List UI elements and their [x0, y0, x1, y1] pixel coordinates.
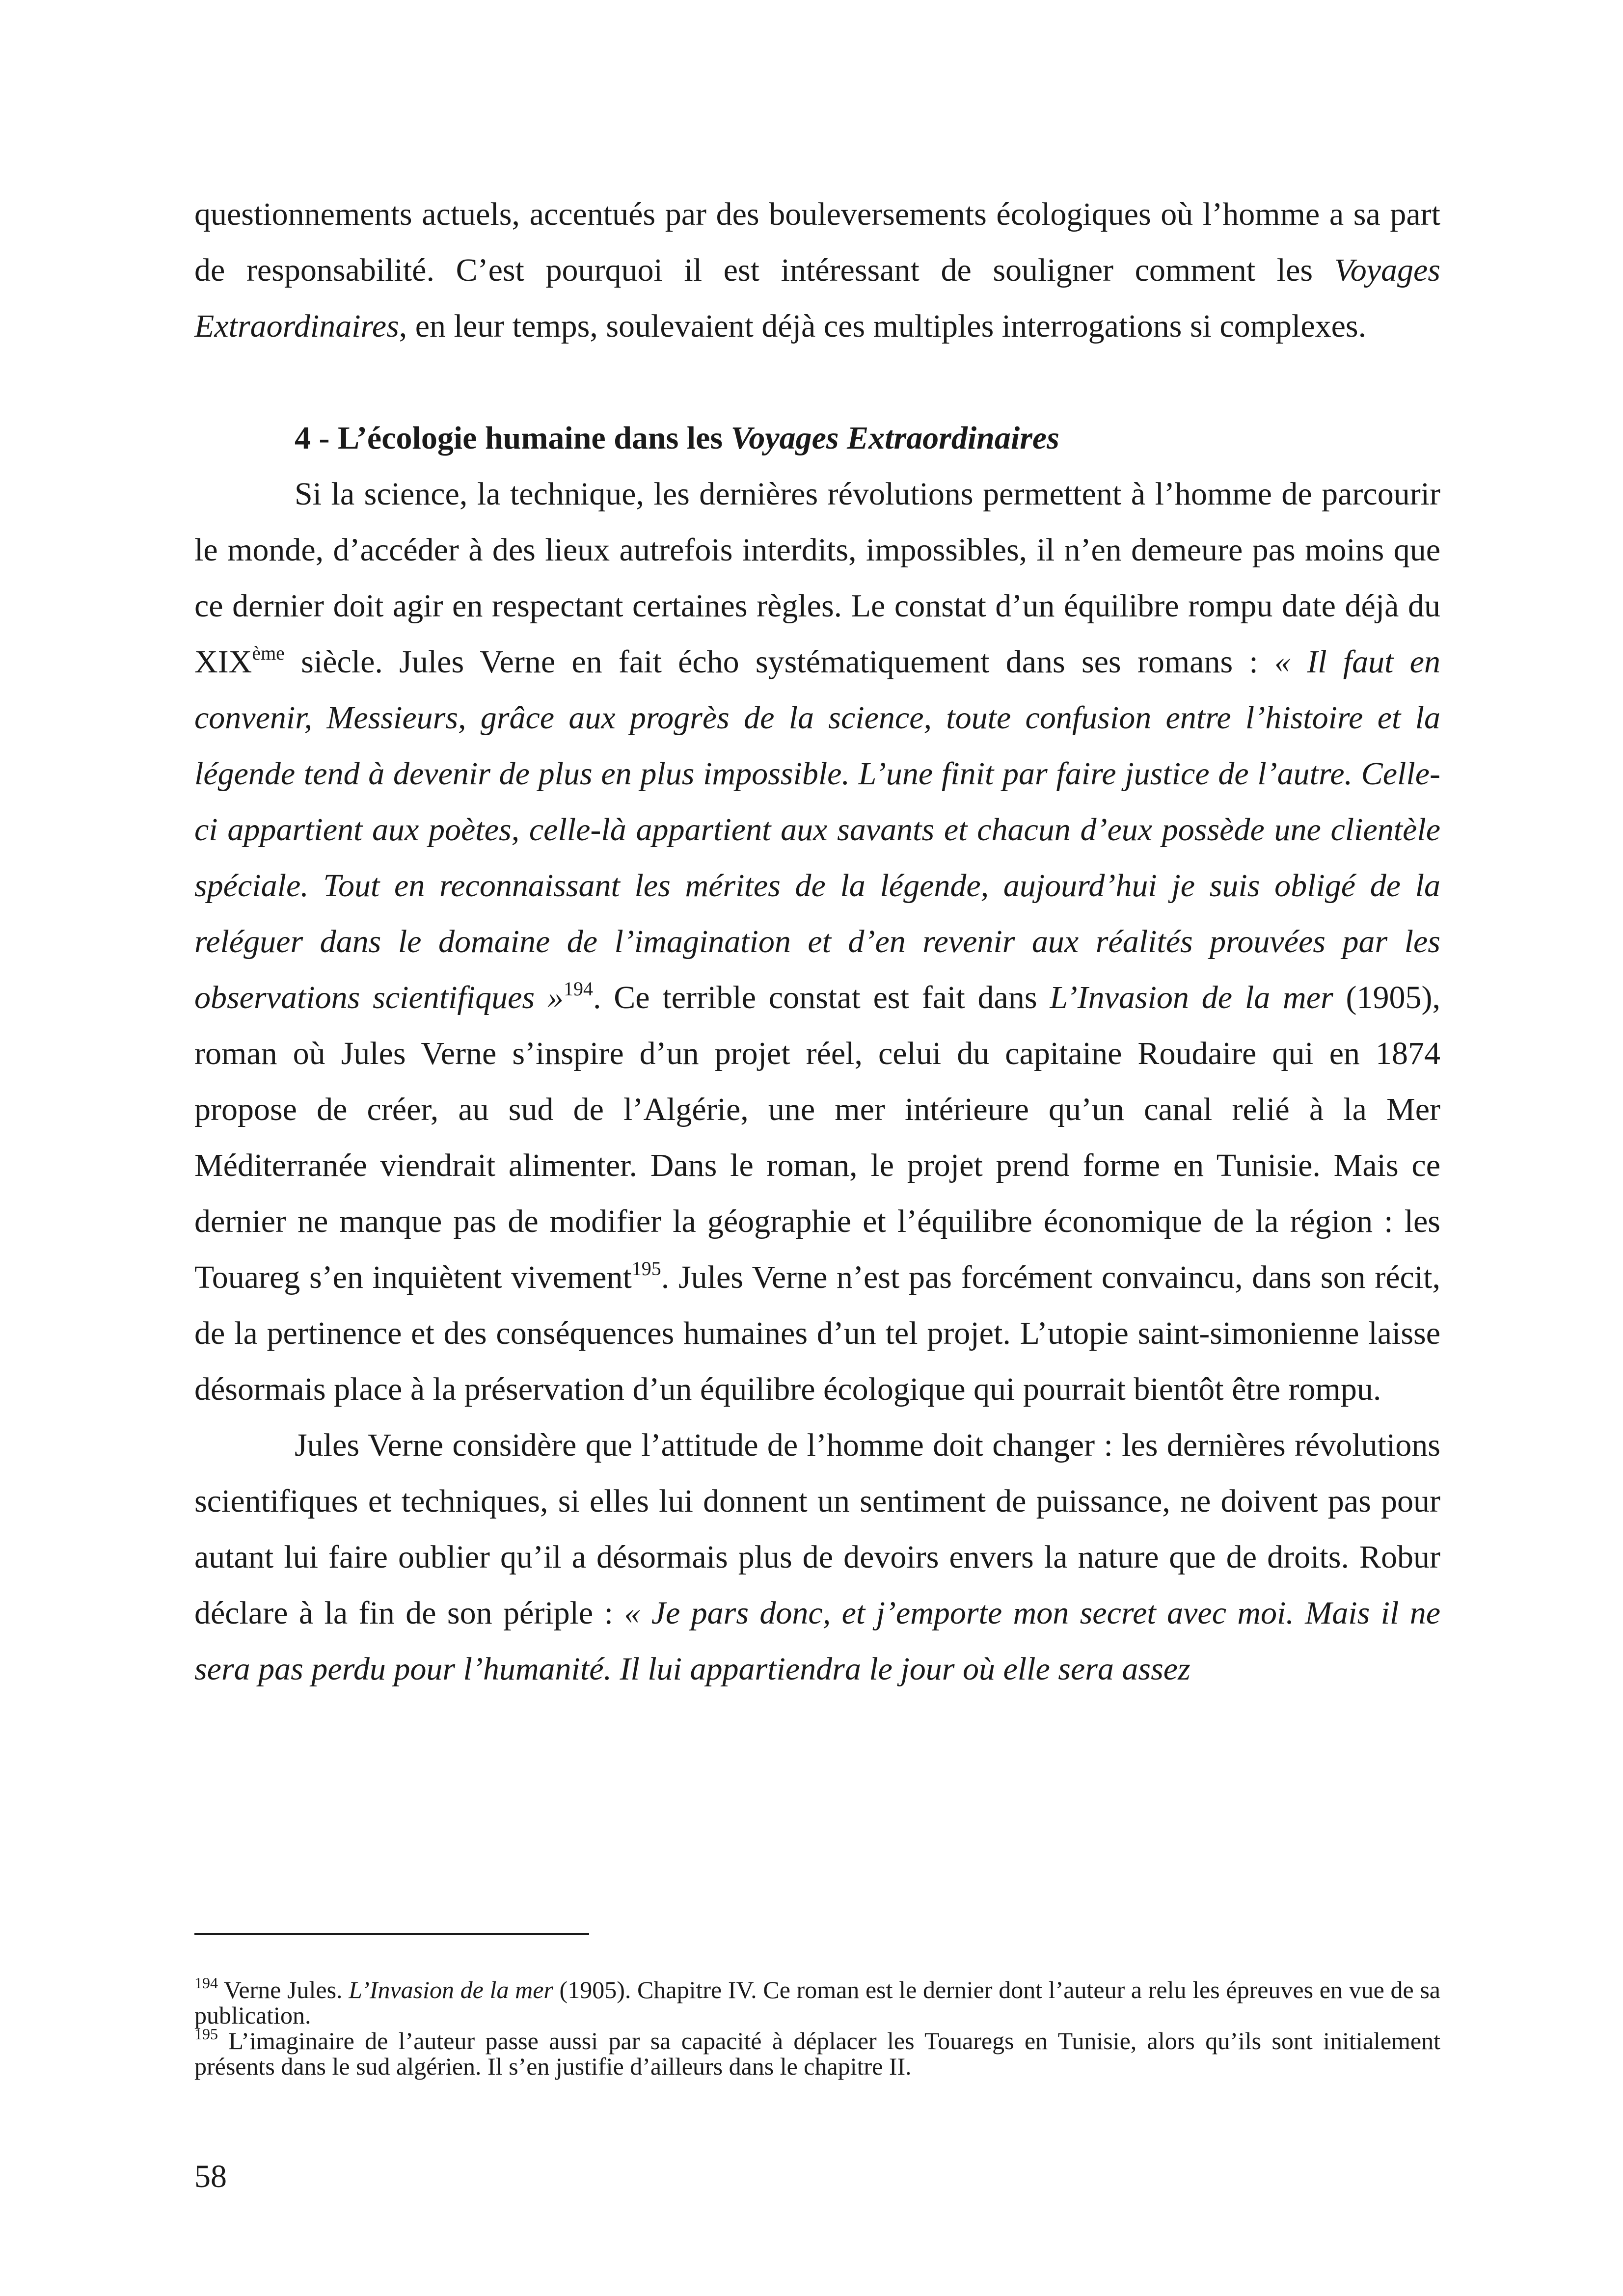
footnote-separator — [194, 1933, 589, 1935]
footnote-194 — [194, 1974, 1440, 2029]
page-number: 58 — [194, 2159, 227, 2194]
quotation: « Il faut en convenir, Messieurs, grâce aux progrès de la science, toute confusion entre l’histoire et la légende tend à devenir de plus en plus impossible. L’une finit par faire justice de l’autre. Celle-ci appartient aux poètes, celle-là appartient aux savants et chacun d’eux possède une clientèle spéciale. Tout en reconnaissant les mérites de la légende, aujourd’hui je suis obligé de la reléguer dans le domaine de l’imagination et d’en revenir aux réalités prouvées par les observations scientifiques » — [194, 644, 1440, 1015]
footnotes — [194, 1974, 1440, 2080]
work-title: L’Invasion de la mer — [1050, 980, 1333, 1015]
paragraph-text: (1905), roman où Jules Verne s’inspire d’un projet réel, celui du capitaine Roudaire qui en 1874 propose de créer, au sud de l’Algérie, une mer intérieure qu’un canal relié à la Mer Méditerranée viendrait alimenter. Dans le roman, le projet prend forme en Tunisie. Mais ce dernier ne manque pas de modifier la géographie et l’équilibre économique de la région : les Touareg s’en inquiètent vivement — [194, 980, 1440, 1295]
footnote-ref-195[interactable]: 195 — [631, 1257, 661, 1280]
paragraph-continuation — [194, 187, 1440, 354]
quotation: « Je pars donc, et j’emporte mon secret avec moi. Mais il ne sera pas perdu pour l’humanité. Il lui appartiendra le jour où elle sera assez — [194, 1595, 1440, 1687]
paragraph-text: Jules Verne considère que l’attitude de l’homme doit changer : les dernières révolutions scientifiques et techniques, si elles lui donnent un sentiment de puissance, ne doivent pas pour autant lui faire oublier qu’il a désormais plus de devoirs envers la nature que de droits. Robur déclare à la fin de son périple : — [194, 1427, 1440, 1631]
paragraph-text: siècle. Jules Verne en fait écho systématiquement dans ses romans : — [284, 644, 1274, 680]
paragraph-robur — [194, 1417, 1440, 1697]
paragraph-text: Si la science, la technique, les dernières révolutions permettent à l’homme de parcourir le monde, d’accéder à des lieux autrefois interdits, impossibles, il n’en demeure pas moins que ce dernier doit agir en respectant certaines règles. Le constat d’un équilibre rompu date déjà du XIX — [194, 476, 1440, 680]
footnote-195 — [194, 2025, 1440, 2080]
heading-work-title: Voyages Extraordinaires — [730, 420, 1059, 456]
ordinal-superscript: ème — [252, 642, 285, 664]
footnote-text: L’imaginaire de l’auteur passe aussi par sa capacité à déplacer les Touaregs en Tunisie, alors qu’ils sont initialement présents dans le sud algérien. Il s’en justifie d’ailleurs dans le chapitre II. — [194, 2027, 1440, 2080]
footnote-text: Verne Jules. — [218, 1976, 349, 2003]
work-title: Voyages Extraordinaires — [194, 252, 1440, 344]
footnote-ref-194[interactable]: 194 — [563, 978, 593, 1000]
paragraph-text: . Jules Verne n’est pas forcément convaincu, dans son récit, de la pertinence et des conséquences humaines d’un tel projet. L’utopie saint-simonienne laisse désormais place à la préservation d’un équilibre écologique qui pourrait bientôt être rompu. — [194, 1259, 1440, 1407]
paragraph-text: , en leur temps, soulevaient déjà ces multiples interrogations si complexes. — [399, 308, 1367, 344]
footnote-number: 195 — [194, 2025, 218, 2043]
paragraph-text: . Ce terrible constat est fait dans — [593, 980, 1050, 1015]
section-heading — [194, 410, 1440, 466]
paragraph-main — [194, 466, 1440, 1417]
footnote-work-title: L’Invasion de la mer — [349, 1976, 553, 2003]
footnote-text: (1905). Chapitre IV. Ce roman est le dernier dont l’auteur a relu les épreuves en vue de sa publication. — [194, 1976, 1440, 2029]
heading-text: 4 - L’écologie humaine dans les — [295, 420, 731, 456]
body-text — [194, 187, 1440, 1697]
paragraph-text: questionnements actuels, accentués par des bouleversements écologiques où l’homme a sa part de responsabilité. C’est pourquoi il est intéressant de souligner comment les — [194, 196, 1440, 288]
footnote-number: 194 — [194, 1974, 218, 1992]
